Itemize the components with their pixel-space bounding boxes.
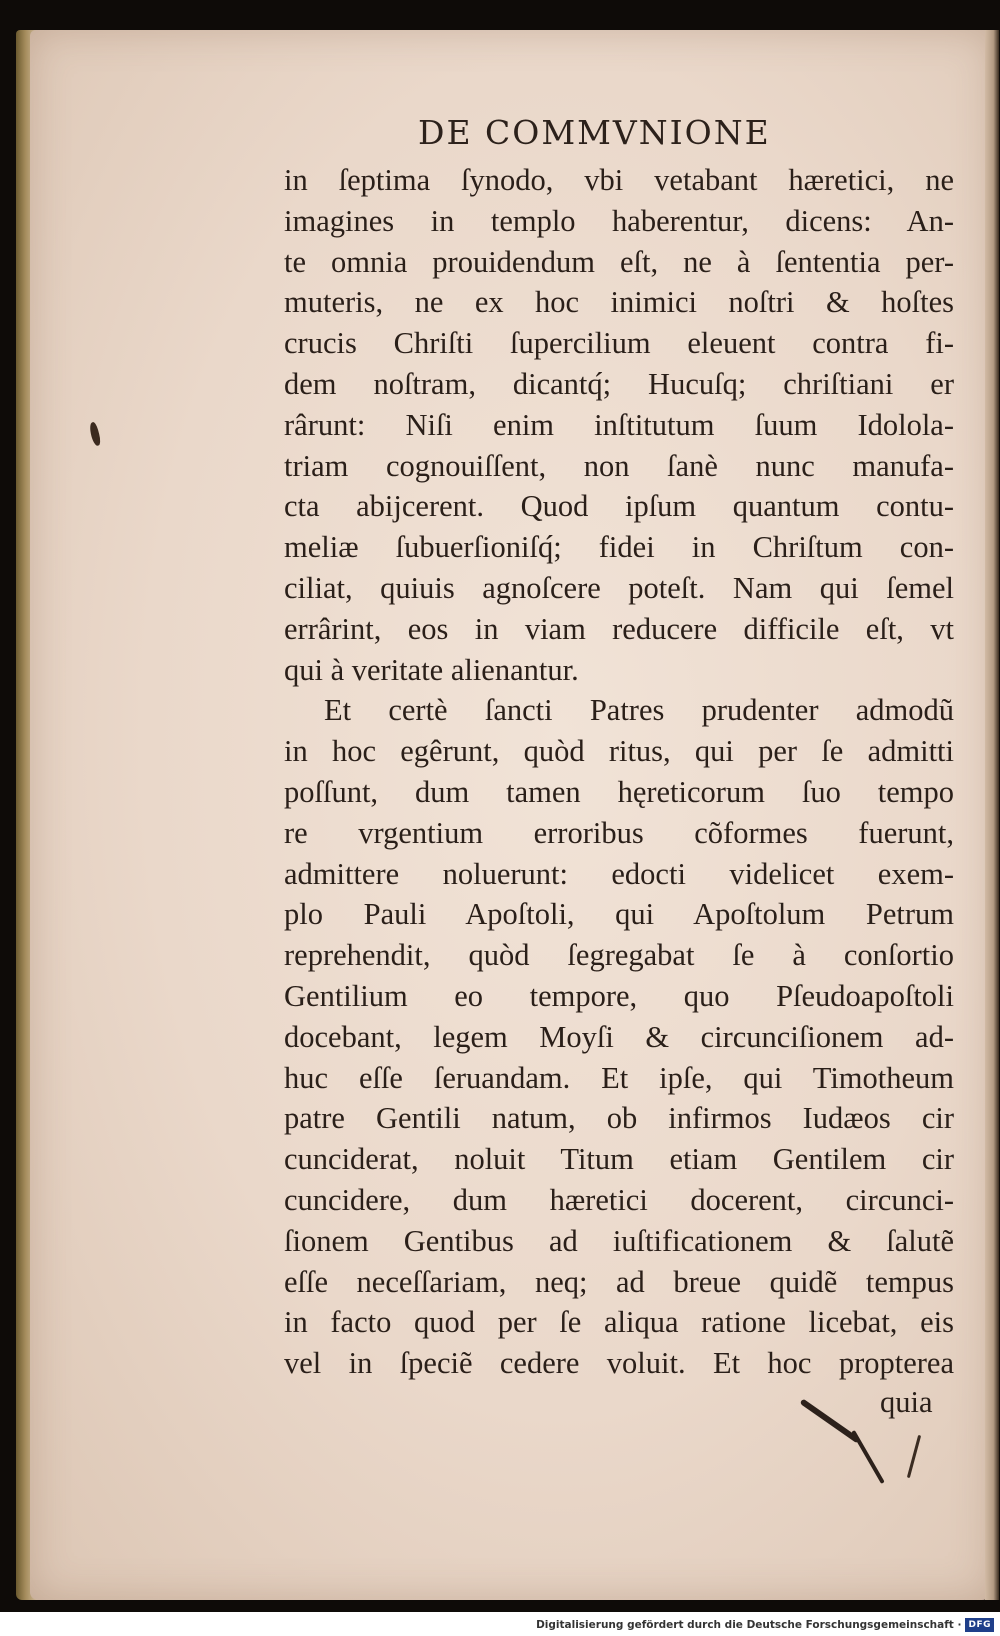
text-line: docebant, legem Moyſi & circuncіſionem ad- xyxy=(284,1019,954,1054)
text-line: dem noſtram, dicantq́; Hucuſq; chriſtiani er xyxy=(284,366,954,401)
text-line: eſſe neceſſariam, neq; ad breue quidẽ tempus xyxy=(284,1264,954,1299)
credit-text: Digitalisierung gefördert durch die Deutsche Forschungsgemeinschaft · xyxy=(536,1619,962,1631)
text-line: patre Gentili natum, ob infirmos Iudæos cir xyxy=(284,1101,954,1136)
text-line: qui à veritate alienantur. xyxy=(284,652,579,687)
text-line: Et certè ſancti Patres prudenter admodũ xyxy=(324,693,954,728)
text-line: imagines in templo haberentur, dicens: An- xyxy=(284,203,954,238)
text-line: crucis Chriſti ſupercilium eleuent contra fi- xyxy=(284,326,954,361)
text-line: in facto quod per ſe aliqua ratione licebat, eis xyxy=(284,1305,954,1340)
text-line: ſionem Gentibus ad iuſtificationem & ſalutẽ xyxy=(284,1223,954,1258)
text-line: huc eſſe ſeruandam. Et ipſe, qui Timotheum xyxy=(284,1060,954,1095)
text-line: reprehendit, quòd ſegregabat ſe à conſortio xyxy=(284,938,954,973)
text-line: rârunt: Niſi enim inſtitutum ſuum Idolola- xyxy=(284,407,954,442)
text-line: vel in ſpeciẽ cedere voluit. Et hoc propterea xyxy=(284,1346,954,1381)
text-line: cunciderat, noluit Titum etiam Gentilem cir xyxy=(284,1142,954,1177)
text-line: cuncidere, dum hæretici docerent, circunci- xyxy=(284,1182,954,1217)
text-line: muteris, ne ex hoc inimici noſtri & hoſtes xyxy=(284,285,954,320)
running-head: DE COMMVNIONE xyxy=(418,113,771,152)
text-line: meliæ ſubuerſioniſq́; fidei in Chriſtum con- xyxy=(284,530,954,565)
dfg-logo: DFG xyxy=(965,1618,994,1632)
text-line: triam cognouiſſent, non ſanè nunc manufa- xyxy=(284,448,954,483)
catchword: quia xyxy=(880,1385,933,1419)
text-line: ciliat, quiuis agnoſcere poteſt. Nam qui ſemel xyxy=(284,570,954,605)
text-line: re vrgentium erroribus cõformes fuerunt, xyxy=(284,815,954,850)
text-line: poſſunt, dum tamen hęreticorum ſuo tempo xyxy=(284,774,954,809)
body-text xyxy=(284,160,954,1384)
text-line: in hoc egêrunt, quòd ritus, qui per ſe admitti xyxy=(284,734,954,769)
text-line: admittere noluerunt: edocti videlicet exem- xyxy=(284,856,954,891)
text-line: plo Pauli Apoſtoli, qui Apoſtolum Petrum xyxy=(284,897,954,932)
page-right-edge xyxy=(985,30,999,1600)
digitization-credit xyxy=(536,1617,994,1633)
text-line: te omnia prouidendum eſt, ne à ſententia per- xyxy=(284,244,954,279)
text-line: in ſeptima ſynodo, vbi vetabant hæretici, ne xyxy=(284,163,954,197)
text-line: cta abijcerent. Quod ipſum quantum contu- xyxy=(284,489,954,524)
text-line: errârint, eos in viam reducere difficile eſt, vt xyxy=(284,611,954,646)
text-line: Gentilium eo tempore, quo Pſeudoapoſtoli xyxy=(284,978,954,1013)
